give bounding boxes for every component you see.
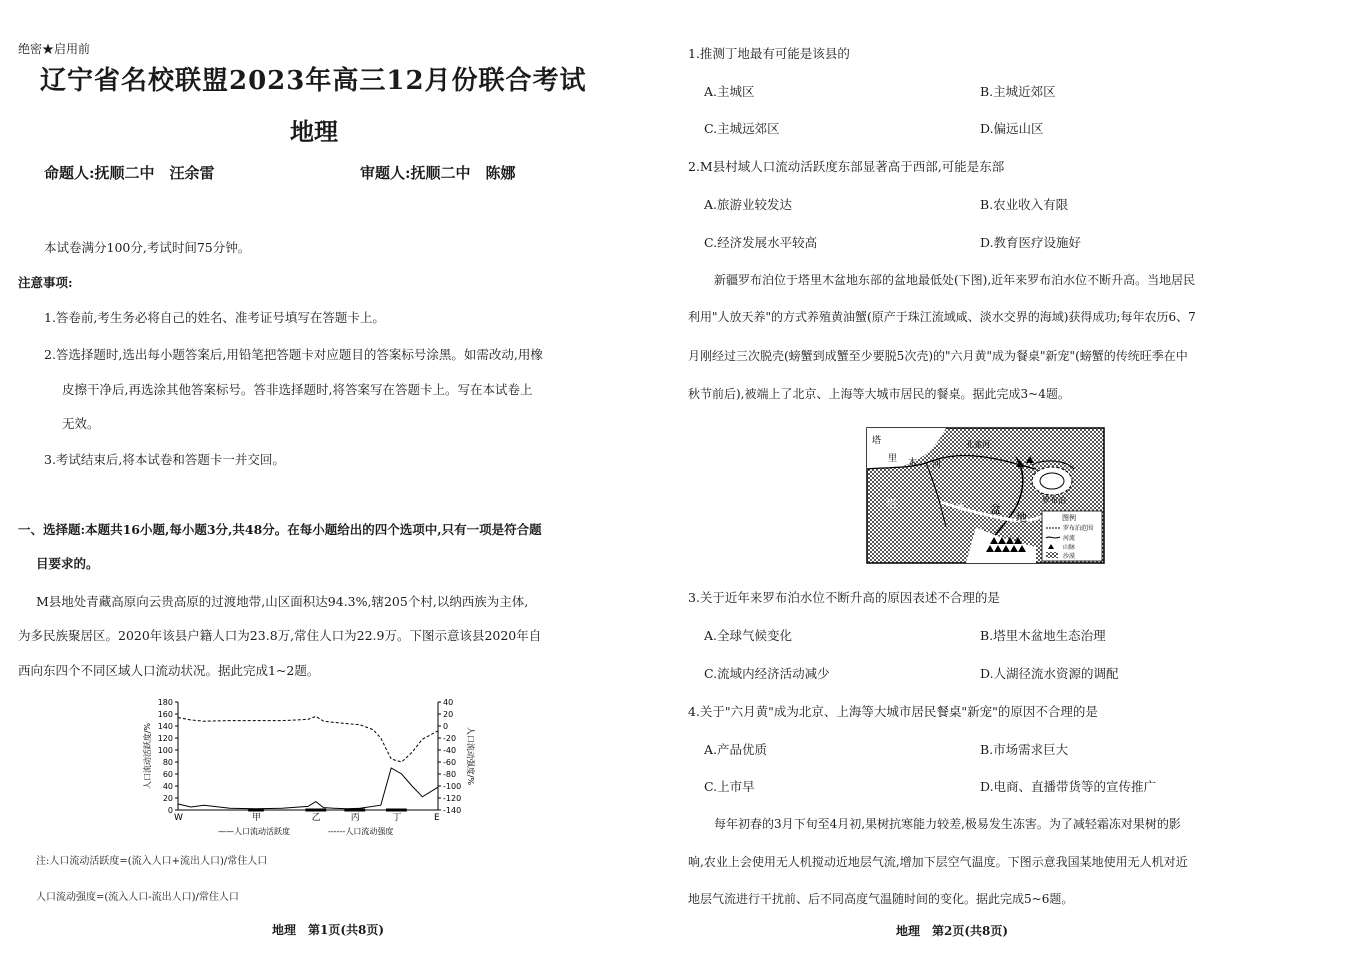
map-label: 罗布泊: [1042, 496, 1066, 505]
map-label: 河: [932, 460, 942, 470]
intensity-series-line: [178, 716, 438, 762]
legend-entry: ——人口流动活跃度: [218, 827, 290, 836]
map-label: 孔雀河: [966, 440, 990, 449]
secret-mark: 绝密★启用前: [18, 42, 91, 56]
y-right-tick-label: 0: [443, 722, 449, 731]
y-right-tick-label: -80: [443, 770, 457, 779]
option-b: B.农业收入有限: [980, 197, 1069, 212]
option-d: D.人湖径流水资源的调配: [980, 666, 1119, 681]
passage-line: 月刚经过三次脱壳(螃蟹到成蟹至少要脱5次壳)的"六月黄"成为餐桌"新宠"(螃蟹的传统旺季在中: [688, 349, 1188, 363]
passage-line: M县地处青藏高原向云贵高原的过渡地带,山区面积达94.3%,辖205个村,以纳西族为主体,: [36, 594, 529, 609]
lop-nur-map: [866, 427, 1106, 565]
subject-title: 地理: [290, 117, 338, 146]
y-left-tick-label: 40: [162, 782, 173, 791]
question-2: 2.M县村域人口流动活跃度东部显著高于西部,可能是东部: [688, 159, 1005, 174]
passage-line: 响,农业上会使用无人机搅动近地层气流,增加下层空气温度。下图示意我国某地使用无人机对近: [688, 855, 1188, 869]
legend-entry: ------人口流动强度: [328, 827, 394, 836]
y-left-tick-label: 140: [157, 722, 173, 731]
y-left-tick-label: 80: [162, 758, 173, 767]
chart-note: 注:人口流动活跃度=(流入人口+流出人口)/常住人口: [36, 856, 268, 867]
y-right-tick-label: -60: [443, 758, 457, 767]
y-left-tick-label: 60: [162, 770, 173, 779]
legend-item: 山脉: [1063, 544, 1076, 551]
y-right-tick-label: -100: [443, 782, 462, 791]
option-d: D.教育医疗设施好: [980, 235, 1082, 250]
y-right-tick-label: -120: [443, 794, 462, 803]
y-right-tick-label: 20: [443, 710, 454, 719]
map-label: 塔: [886, 497, 897, 510]
option-d: D.偏远山区: [980, 121, 1044, 136]
page-footer: 地理 第1页(共8页): [272, 923, 385, 937]
legend-item: 罗布泊范围: [1063, 525, 1094, 532]
y-left-tick-label: 100: [157, 746, 173, 755]
option-b: B.塔里木盆地生态治理: [980, 628, 1106, 643]
passage-line: 地层气流进行干扰前、后不同高度气温随时间的变化。据此完成5~6题。: [688, 892, 1074, 906]
notice-line: 无效。: [62, 416, 100, 431]
y-right-axis-label: 人口流动强度/%: [466, 726, 475, 786]
option-a: A.旅游业较发达: [704, 197, 793, 212]
option-c: C.上市早: [704, 779, 755, 794]
option-b: B.主城近郊区: [980, 84, 1056, 99]
page-footer: 地理 第2页(共8页): [896, 924, 1009, 938]
chart-note: 人口流动强度=(流入人口-流出人口)/常住人口: [36, 892, 239, 903]
exam-info: 本试卷满分100分,考试时间75分钟。: [44, 240, 251, 255]
notice-line: 1.答卷前,考生务必将自己的姓名、准考证号填写在答题卡上。: [44, 310, 385, 325]
exam-title: 辽宁省名校联盟2023年高三12月份联合考试: [40, 66, 587, 96]
legend-item: 河流: [1063, 535, 1076, 542]
population-flow-chart: [120, 692, 510, 842]
passage-line: 新疆罗布泊位于塔里木盆地东部的盆地最低处(下图),近年来罗布泊水位不断升高。当地居民: [714, 273, 1196, 287]
x-tick-label: 丁: [392, 813, 402, 823]
option-c: C.主城远郊区: [704, 121, 780, 136]
map-label: 木: [908, 458, 918, 468]
option-d: D.电商、直播带货等的宣传推广: [980, 779, 1157, 794]
passage-line: 西向东四个不同区域人口流动状况。据此完成1~2题。: [18, 663, 320, 678]
option-a: A.产品优质: [704, 742, 768, 757]
notice-line: 皮擦干净后,再选涂其他答案标号。答非选择题时,将答案写在答题卡上。写在本试卷上: [62, 382, 533, 397]
y-left-tick-label: 120: [157, 734, 173, 743]
lop-nur-lake: [1040, 473, 1064, 489]
question-1: 1.推测丁地最有可能是该县的: [688, 46, 850, 61]
y-left-tick-label: 160: [157, 710, 173, 719]
y-right-tick-label: -40: [443, 746, 457, 755]
y-left-tick-label: 20: [162, 794, 173, 803]
option-b: B.市场需求巨大: [980, 742, 1069, 757]
legend-desert-swatch: [1046, 552, 1058, 558]
map-label: 木: [956, 501, 967, 514]
notice-title: 注意事项:: [18, 275, 73, 290]
legend-item: 沙漠: [1063, 553, 1076, 560]
passage-line: 为多民族聚居区。2020年该县户籍人口为23.8万,常住人口为22.9万。下图示意该县2020年自: [18, 628, 542, 643]
y-right-tick-label: -20: [443, 734, 457, 743]
option-a: A.全球气候变化: [704, 628, 793, 643]
y-right-tick-label: 40: [443, 698, 454, 707]
y-right-tick-label: -140: [443, 806, 462, 815]
y-left-axis-label: 人口流动活跃度/%: [143, 722, 152, 790]
map-label: 里: [888, 454, 898, 464]
section-title: 一、选择题:本题共16小题,每小题3分,共48分。在每小题给出的四个选项中,只有一项是符合题: [18, 522, 542, 537]
exam-page-2: [680, 0, 1360, 955]
map-label: 塔: [872, 436, 882, 446]
map-label: 地: [1016, 511, 1027, 524]
y-left-tick-label: 180: [157, 698, 173, 707]
passage-line: 秋节前后),被端上了北京、上海等大城市居民的餐桌。据此完成3~4题。: [688, 387, 1070, 401]
reviewer-line: 审题人:抚顺二中 陈娜: [360, 164, 516, 182]
option-c: C.流域内经济活动减少: [704, 666, 830, 681]
section-title: 目要求的。: [36, 556, 99, 571]
question-3: 3.关于近年来罗布泊水位不断升高的原因表述不合理的是: [688, 590, 1000, 605]
x-tick-label: 甲: [252, 813, 262, 823]
option-a: A.主城区: [704, 84, 755, 99]
passage-line: 每年初春的3月下旬至4月初,果树抗寒能力较差,极易发生冻害。为了减轻霜冻对果树的影: [714, 817, 1181, 831]
y-left-tick-label: 0: [167, 806, 173, 815]
x-tick-label: 丙: [350, 813, 360, 823]
x-tick-label: 乙: [311, 813, 321, 823]
question-4: 4.关于"六月黄"成为北京、上海等大城市居民餐桌"新宠"的原因不合理的是: [688, 704, 1098, 719]
setter-line: 命题人:抚顺二中 汪余雷: [44, 164, 215, 182]
x-tick-label: E: [434, 813, 440, 823]
option-c: C.经济发展水平较高: [704, 235, 818, 250]
legend-title: 图例: [1062, 514, 1076, 522]
passage-line: 利用"人放天养"的方式养殖黄油蟹(原产于珠江流域咸、淡水交界的海域)获得成功;每年农历6、7: [688, 310, 1196, 324]
x-tick-label: W: [174, 813, 183, 823]
notice-line: 3.考试结束后,将本试卷和答题卡一并交回。: [44, 452, 285, 467]
activity-series-line: [178, 768, 438, 809]
map-label: 盆: [990, 503, 1001, 516]
notice-line: 2.答选择题时,选出每小题答案后,用铅笔把答题卡对应题目的答案标号涂黑。如需改动,用橡: [44, 347, 543, 362]
